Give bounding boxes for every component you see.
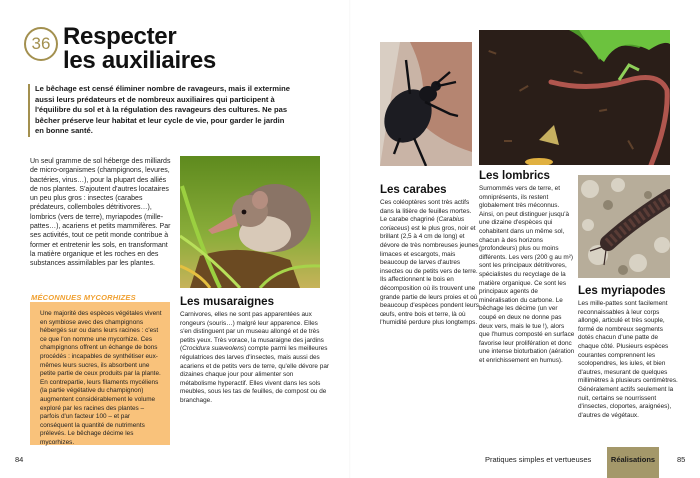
- running-section-label: Pratiques simples et vertueuses: [485, 455, 592, 464]
- chapter-number-badge: [24, 27, 58, 61]
- section-body-cont: ) compte parmi les meilleures régulatrices des larves d'insectes, mais aussi des acariens et de petits vers de terre, qu'elle dévore par dizaines chaque jour pour alimenter son métabolisme hyperactif. Elles vivent dans les sols meubles, sous les tas de feuilles, de compost ou de branchage.: [180, 345, 329, 404]
- species-name: Crocidura suaveolens: [182, 345, 244, 353]
- title-line-2: les auxiliaires: [63, 47, 216, 74]
- section-body: Les mille-pattes sont facilement reconnaissables à leur corps allongé, articulé et très souple, formé de nombreux segments dotés chacun d'une patte de chaque côté. Plusieurs espèces courantes comprennent les scolopendres, les iules, et bien d'autres, mesurant de quelques millimètres à plusieurs centimètres. Généralement actifs seulement la nuit, certains se nourrissent d'insectes, cloportes, araignées), d'autres de végétaux.: [578, 300, 678, 419]
- section-title: Les myriapodes: [578, 285, 666, 297]
- section-body-cont: ) est le plus gros, noir et brillant (2,5 à 4 cm de long) et dévore de très nombreuses jeunes limaces et escargots, mais beaucoup de larves d'autres insectes ou de petits vers de terre. Ils affectionnent le bois en décomposition où ils trouvent une grande partie de leurs proies et où beaucoup d'espèces pondent leurs œufs, entre bois et terre, là où l'humidité perdure plus longtemps.: [380, 224, 479, 327]
- section-title: Les musaraignes: [180, 296, 274, 308]
- page-title: [63, 25, 323, 73]
- chapter-tab-label: Réalisations: [610, 455, 656, 464]
- sidebar-box: [30, 302, 170, 445]
- section-title: Les carabes: [380, 184, 447, 196]
- section-myriapodes: [578, 285, 678, 420]
- section-title: Les lombrics: [479, 170, 550, 182]
- title-line-1: Respecter: [63, 23, 177, 50]
- species-name: Carabius coriaceus: [380, 216, 465, 232]
- sidebar-heading: MÉCONNUES MYCORHIZES: [31, 293, 136, 302]
- page-number-right: 85: [677, 455, 686, 464]
- section-lombrics: [479, 170, 575, 365]
- millipede-photo: [578, 175, 670, 278]
- earthworm-photo: [479, 30, 670, 165]
- left-column-body: Un seul gramme de sol héberge des milliards de micro-organismes (champignons, levures, bactéries, virus…), pour la plupart des alliés de nos plantes. S'ajoutent d'autres locataires un peu plus gros : insectes (carabes prédateurs, collemboles détritivores…), lombrics (vers de terre), myriapodes (mille-pattes…), acariens et petits mammifères. Par ses activités, tout ce petit monde contribue à former et entretenir les sols, en transformant la matière organique et les roches en des substances assimilables par les plantes.: [30, 158, 171, 268]
- chapter-number: 36: [31, 34, 51, 53]
- sidebar-body: Une majorité des espèces végétales vivent en symbiose avec des champignons hébergés sur ou dans leurs racines : c'est ce que l'on nomme une mycorhize. Ces champignons offrent un échange de bons procédés : incapables de synthétiser eux-mêmes leurs sucres, ils absorbent une petite partie de ceux produits par la plante. En contrepartie, leurs filaments mycéliens (la partie végétative du champignon) augmentent considérablement le volume exploré par les racines des plantes – parfois d'un facteur 100 – et par conséquent la quantité de nutriments prélevés. Le bêchage décime les mycorhizes.: [40, 310, 162, 446]
- intro-paragraph: Le bêchage est censé éliminer nombre de ravageurs, mais il extermine aussi leurs prédateurs et de nombreux auxiliaires qui participent à l'équilibre du sol et à la régulation des ravageurs des cultures. Ne pas bêcher préserve leur habitat et leur cycle de vie, pour garder le jardin en bonne santé.: [28, 84, 290, 137]
- beetle-photo: [380, 42, 472, 166]
- page-gutter: [349, 0, 351, 478]
- section-body: Surnommés vers de terre, et omniprésents, ils restent globalement très méconnus. Ainsi, on peut distinguer jusqu'à une dizaine d'espèces qui cohabitent dans un même sol, chacun à des horizons (profondeurs) plus ou moins différents. Les vers (200 g au m²) sont les principaux détritivores, spécialistes du recyclage de la matière organique. Ce sont les principaux agents de minéralisation du carbone. Le bêchage les décime (un ver coupé en deux ne donne pas deux vers, mais le tue !), alors que l'humus composté en surface favorise leur prolifération et donc une intense bioturbation (aération et enrichissement en humus).: [479, 185, 575, 364]
- section-body: Ces coléoptères sont très actifs dans la litière de feuilles mortes. Le carabe chagriné (: [380, 199, 472, 224]
- section-body: Carnivores, elles ne sont pas apparentées aux rongeurs (souris…) malgré leur apparence. Elles s'en distinguent par un museau allongé et de très petits yeux. Très vorace, la musaraigne des jardins (: [180, 311, 324, 353]
- chapter-tab: [607, 447, 659, 478]
- section-carabes: [380, 184, 480, 328]
- page-number-left: 84: [15, 455, 24, 464]
- shrew-photo: [180, 156, 320, 288]
- section-musaraignes: [180, 296, 330, 406]
